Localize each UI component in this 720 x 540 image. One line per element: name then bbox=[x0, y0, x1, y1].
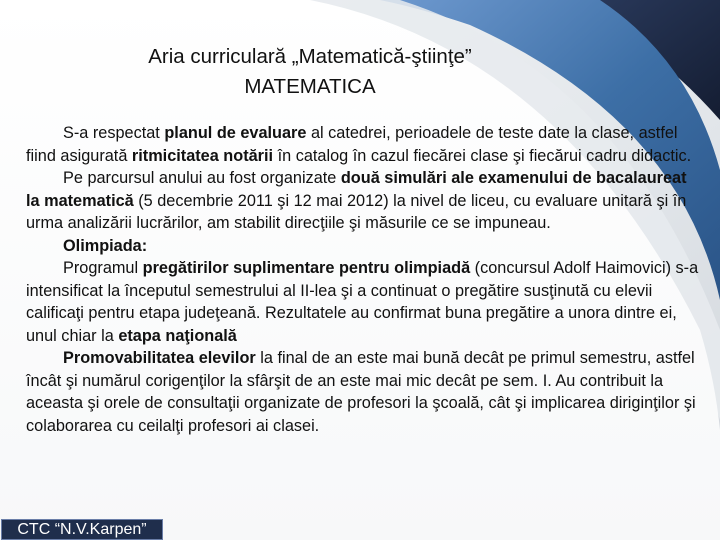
slide-body bbox=[26, 122, 702, 437]
title-line-1: Aria curriculară „Matematică-ştiinţe” bbox=[148, 45, 472, 68]
paragraph-simulations bbox=[26, 167, 702, 235]
bold-text: Promovabilitatea elevilor bbox=[63, 349, 256, 367]
paragraph-promotion bbox=[26, 347, 702, 437]
bold-text: etapa naţională bbox=[118, 326, 237, 345]
bold-text: două simulări ale examenului de bacalaureat la matematică bbox=[26, 169, 687, 210]
text: la final de an este mai bună decât pe primul semestru, astfel încât şi numărul corigenţilor la sfârşit de an este mai mic decât pe sem. I. Au contribuit la aceasta şi orele de consultaţii organizate de profesori la şcoală, cât şi implicarea diriginţilor şi colaborarea cu ceilalţi profesori ai clasei. bbox=[26, 349, 696, 435]
bold-text: ritmicitatea notării bbox=[131, 146, 274, 165]
text: Programul bbox=[63, 259, 143, 277]
slide-title bbox=[0, 42, 620, 102]
paragraph-olympiad bbox=[26, 257, 702, 347]
text: (5 decembrie 2011 şi 12 mai 2012) la nivel de liceu, cu evaluare unitară şi în urma analizării lucrărilor, am stabilit direcţiile şi măsurile ce se impuneau. bbox=[26, 191, 687, 232]
text: S-a respectat bbox=[63, 124, 165, 142]
text: în catalog în cazul fiecărei clase şi fiecărui cadru didactic. bbox=[273, 146, 692, 165]
text: Pe parcursul anului au fost organizate bbox=[63, 169, 341, 187]
text: al catedrei, perioadele de teste date la clase, astfel fiind asigurată bbox=[26, 124, 678, 165]
bold-text: Olimpiada: bbox=[63, 236, 148, 255]
footer-label: CTC “N.V.Karpen” bbox=[1, 519, 163, 540]
paragraph-evaluation bbox=[26, 122, 702, 167]
bold-text: pregătirilor suplimentare pentru olimpiadă bbox=[142, 259, 471, 277]
olympiad-heading bbox=[26, 235, 702, 258]
bold-text: planul de evaluare bbox=[164, 124, 307, 142]
title-line-2: MATEMATICA bbox=[244, 75, 376, 98]
text: (concursul Adolf Haimovici) s-a intensificat la începutul semestrului al II-lea şi a continuat o pregătire susţinută cu elevii calificaţi pentru etapa judeţeană. Rezultatele au confirmat buna pregătire a unora dintre ei, unul chiar la bbox=[26, 259, 699, 345]
